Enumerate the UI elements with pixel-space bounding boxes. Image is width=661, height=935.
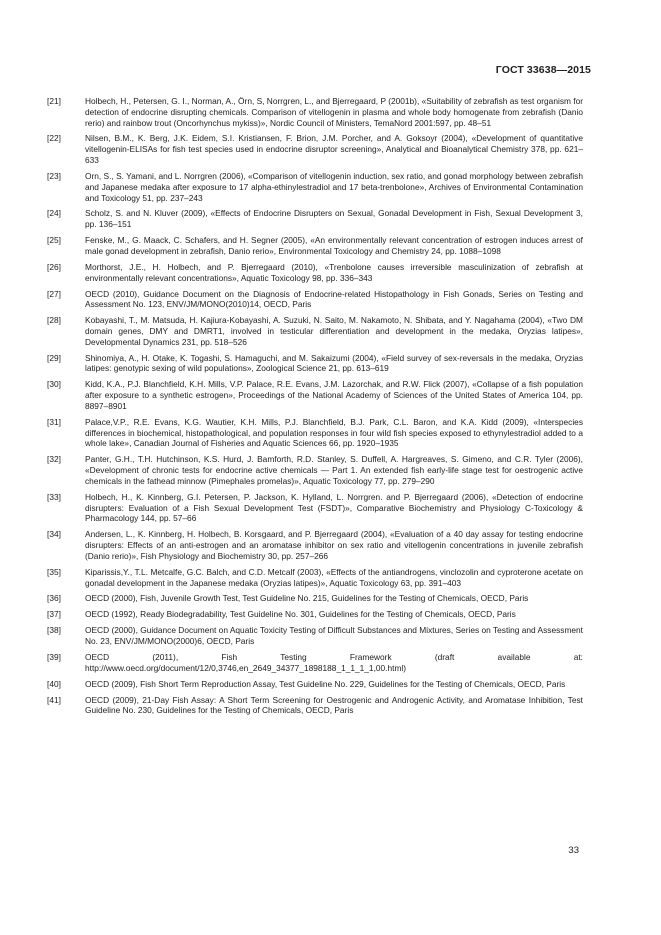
reference-number: [41]: [47, 694, 61, 705]
reference-text: Palace,V.P., R.E. Evans, K.G. Wautier, K.H. Mills, P.J. Blanchfield, B.J. Park, C.L. Baron, and K.A. Kidd (2009), «Interspecies differences in biochemical, histopathological, and population responses in four wild fish species exposed to ethynylestradiol added to a whole lake», Canadian Journal of Fisheries and Aquatic Sciences 66, pp. 1920–1935: [85, 416, 583, 449]
reference-item: [47, 609, 583, 620]
reference-number: [30]: [47, 379, 61, 390]
reference-number: [36]: [47, 593, 61, 604]
reference-text: OECD (2010), Guidance Document on the Diagnosis of Endocrine-related Histopathology in Fish Gonads, Series on Testing and Assessment No. 123, ENV/JM/MONO(2010)14, OECD, Paris: [85, 288, 583, 310]
reference-number: [33]: [47, 491, 61, 502]
reference-number: [28]: [47, 315, 61, 326]
reference-number: [22]: [47, 133, 61, 144]
reference-list: [47, 96, 583, 721]
reference-item: [47, 96, 583, 128]
reference-text: Nilsen, B.M., K. Berg, J.K. Eidem, S.I. Kristiansen, F. Brion, J.M. Porcher, and A. Goksoyr (2004), «Development of quantitative vitellogenin-ELISAs for fish test species used in endocrine disruptor screening», Analytical and Bioanalytical Chemistry 378, pp. 621–633: [85, 133, 583, 166]
reference-text: OECD (2009), 21-Day Fish Assay: A Short Term Screening for Oestrogenic and Androgenic Activity, and Aromatase Inhibition, Test Guideline No. 230, Guidelines for the Testing of Chemicals, OECD, Paris: [85, 694, 583, 716]
reference-item: [47, 529, 583, 561]
reference-item: [47, 208, 583, 230]
reference-text: OECD (2000), Guidance Document on Aquatic Toxicity Testing of Difficult Substances and Mixtures, Series on Testing and Assessment No. 23, ENV/JM/MONO(2000)6, OECD, Paris: [85, 625, 583, 647]
reference-text: Orn, S., S. Yamani, and L. Norrgren (2006), «Comparison of vitellogenin induction, sex ratio, and gonad morphology between zebrafish and Japanese medaka after exposure to 17 alpha-ethinylestradiol and 17 beta-trenbolone», Archives of Environmental Contamination and Toxicology 51, pp. 237–243: [85, 170, 583, 203]
reference-text: Kidd, K.A., P.J. Blanchfield, K.H. Mills, V.P. Palace, R.E. Evans, J.M. Lazorchak, and R.W. Flick (2007), «Collapse of a fish population after exposure to a synthetic estrogen», Proceedings of the National Academy of Sciences of the United States of America 104, pp. 8897–8901: [85, 379, 583, 411]
reference-number: [26]: [47, 261, 61, 272]
reference-item: [47, 593, 583, 604]
standard-designation: ГОСТ 33638—2015: [495, 64, 591, 76]
reference-text: Morthorst, J.E., H. Holbech, and P. Bjerregaard (2010), «Trenbolone causes irreversible masculinization of zebrafish at environmentally relevant concentrations», Aquatic Toxicology 98, pp. 336–343: [85, 261, 583, 283]
reference-number: [23]: [47, 170, 61, 181]
reference-number: [35]: [47, 566, 61, 577]
reference-item: [47, 567, 583, 589]
reference-item: [47, 379, 583, 411]
reference-item: [47, 289, 583, 311]
reference-text: Kiparissis,Y., T.L. Metcalfe, G.C. Balch, and C.D. Metcalf (2003), «Effects of the antiandrogens, vinclozolin and cyproterone acetate on gonadal development in the Japanese medaka (Oryzias latipes)», Aquatic Toxicology 63, pp. 391–403: [85, 566, 583, 588]
reference-item: [47, 454, 583, 486]
reference-text: Shinomiya, A., H. Otake, K. Togashi, S. Hamaguchi, and M. Sakaizumi (2004), «Field survey of sex-reversals in the medaka, Oryzias latipes: genotypic sexing of wild populations», Zoological Science 21, pp. 613–619: [85, 352, 583, 374]
reference-text: Kobayashi, T., M. Matsuda, H. Kajiura-Kobayashi, A. Suzuki, N. Saito, M. Nakamoto, N. Shibata, and Y. Nagahama (2004), «Two DM domain genes, DMY and DMRT1, involved in testicular differentiation and development in the medaka, Oryzias latipes», Developmental Dynamics 231, pp. 518–526: [85, 315, 583, 347]
reference-number: [38]: [47, 625, 61, 636]
reference-number: [29]: [47, 352, 61, 363]
reference-text: OECD (2009), Fish Short Term Reproduction Assay, Test Guideline No. 229, Guidelines for the Testing of Chemicals, OECD, Paris: [85, 678, 566, 689]
reference-text: Andersen, L., K. Kinnberg, H. Holbech, B. Korsgaard, and P. Bjerregaard (2004), «Evaluation of a 40 day assay for testing endocrine disrupters: Effects of an anti-estrogen and an aromatase inhibitor on sex ratio and vitellogenin concentrations in juvenile zebrafish (Danio rerio)», Fish Physiology and Biochemistry 30, pp. 257–266: [85, 529, 583, 561]
reference-item: [47, 171, 583, 203]
reference-text: Fenske, M., G. Maack, C. Schafers, and H. Segner (2005), «An environmentally relevant concentration of estrogen induces arrest of male gonad development in zebrafish, Danio rerio», Environmental Toxicology and Chemistry 24, pp. 1088–1098: [85, 235, 583, 256]
reference-item: [47, 652, 583, 674]
reference-number: [37]: [47, 609, 61, 620]
reference-text: OECD (1992), Ready Biodegradability, Test Guideline No. 301, Guidelines for the Testing of Chemicals, OECD, Paris: [85, 609, 516, 620]
page-number: 33: [568, 845, 579, 856]
reference-item: [47, 492, 583, 524]
reference-text: Panter, G.H., T.H. Hutchinson, K.S. Hurd, J. Bamforth, R.D. Stanley, S. Duffell, A. Hargreaves, S. Gimeno, and C.R. Tyler (2006), «Development of chronic tests for endocrine active chemicals — Part 1. An extended fish early-life stage test for oestrogenic active chemicals in the fathead minnow (Pimephales promelas)», Aquatic Toxicology 77, pp. 279–290: [85, 454, 583, 486]
reference-number: [32]: [47, 454, 61, 465]
reference-number: [34]: [47, 529, 61, 540]
reference-number: [27]: [47, 288, 61, 299]
reference-item: [47, 353, 583, 375]
reference-text: OECD (2000), Fish, Juvenile Growth Test, Test Guideline No. 215, Guidelines for the Testing of Chemicals, OECD, Paris: [85, 593, 529, 604]
reference-number: [40]: [47, 678, 61, 689]
reference-item: [47, 133, 583, 165]
reference-number: [39]: [47, 651, 61, 662]
reference-item: [47, 262, 583, 284]
reference-number: [25]: [47, 235, 61, 246]
reference-item: [47, 679, 583, 690]
reference-text: Scholz, S. and N. Kluver (2009), «Effects of Endocrine Disrupters on Sexual, Gonadal Development in Fish, Sexual Development 3, pp. 136–151: [85, 208, 583, 230]
reference-text: Holbech, H., Petersen, G. I., Norman, A., Örn, S, Norrgren, L., and Bjerregaard, P (2001b), «Suitability of zebrafish as test organism for detection of endocrine disrupting chemicals. Comparison of vitellogenin in plasma and whole body homogenate from zebrafish (Danio rerio) and rainbow trout (Oncorhynchus mykiss)», Nordic Council of Ministers, TemaNord 2001:597, pp. 48–51: [85, 96, 583, 128]
reference-number: [24]: [47, 208, 61, 219]
reference-item: [47, 235, 583, 257]
reference-item: [47, 417, 583, 449]
reference-item: [47, 695, 583, 717]
reference-text: OECD (2011), Fish Testing Framework (draft available at: http://www.oecd.org/document/12/0,3746,en_2649_34377_1898188_1_1_1_1,00.html): [85, 651, 583, 673]
reference-text: Holbech, H., K. Kinnberg, G.I. Petersen, P. Jackson, K. Hylland, L. Norrgren. and P. Bjerregaard (2006), «Detection of endocrine disrupters: Evaluation of a Fish Sexual Development Test (FSDT)», Comparative Biochemistry and Physiology C-Toxicology & Pharmacology 144, pp. 57–66: [85, 491, 583, 524]
reference-item: [47, 625, 583, 647]
reference-number: [31]: [47, 416, 61, 427]
reference-item: [47, 315, 583, 347]
reference-number: [21]: [47, 96, 61, 106]
